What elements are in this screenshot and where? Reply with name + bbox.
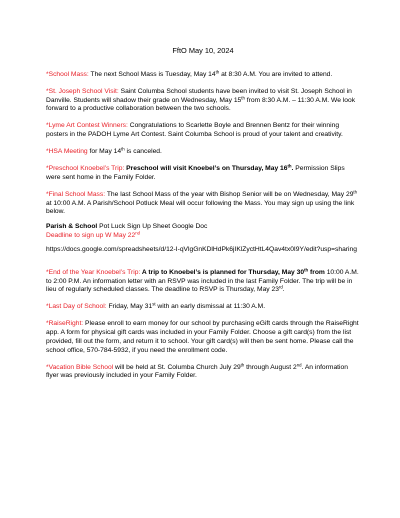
ordinal-suffix: rd xyxy=(278,284,283,290)
potluck-heading xyxy=(46,223,360,232)
last-day-item xyxy=(46,303,360,312)
signup-sheet-link[interactable]: https://docs.google.com/spreadsheets/d/12-I-qVlgGnKDlHdPk6jIKlZyctHtL4Qav4tx0I9Y/edit?usp=sharing xyxy=(46,246,357,254)
raise-right-label: *RaiseRight: xyxy=(46,320,84,328)
preschool-trip-label: *Preschool Knoebel’s Trip: xyxy=(46,165,125,173)
raise-right-text: Please enroll to earn money for our school by purchasing eGift cards through the RaiseRight app. A form for physical gift cards was included in your Family Folder. Choose a gift card(s) from the list provided, fill out the form, and return it to school. Your gift card(s) will then be sent home. Please call the school office, 570-784-5932, if you need the enrollment code. xyxy=(46,320,359,354)
end-trip-text: 10:00 A.M. to 2:00 P.M. An information letter with an RSVP was included in the last Family Folder. The trip will be in lieu of regularly scheduled classes. The deadline to RSVP is Thursday, May 23 xyxy=(46,269,359,294)
st-joseph-label: *St. Joseph School Visit: xyxy=(46,88,119,95)
lyme-art-label: *Lyme Art Contest Winners: xyxy=(46,122,128,130)
preschool-trip-item xyxy=(46,165,360,182)
deadline-text: Deadline to sign up W May 22 xyxy=(46,231,136,239)
lyme-art-text: Congratulations to Scarlette Boyle and Brennen Bentz for their winning posters in the PADOH Lyme Art Contest. Saint Columba School is proud of your talent and creativity. xyxy=(46,122,343,139)
preschool-trip-bold: Preschool will visit Knoebel’s on Thursday, May 16 xyxy=(124,165,288,173)
vbs-text-end: . An information flyer was previously included in your Family Folder. xyxy=(46,363,348,380)
final-mass-label: *Final School Mass: xyxy=(46,190,106,198)
st-joseph-text: Saint Columba School students have been invited to visit St. Joseph School in Danville. Students will shadow their grade on Wednesday, May 15 xyxy=(46,88,352,104)
end-of-year-trip-item xyxy=(46,269,360,295)
ordinal-suffix: nd xyxy=(296,361,302,367)
potluck-bold: Parish & School xyxy=(46,222,98,230)
school-mass-text: The next School Mass is Tuesday, May 14 xyxy=(88,71,216,78)
end-trip-bold-end: from xyxy=(308,269,325,277)
lyme-art-item xyxy=(46,122,360,139)
final-mass-item xyxy=(46,191,360,217)
vbs-item xyxy=(46,361,360,381)
ordinal-suffix: th xyxy=(240,361,245,367)
last-day-text-end: with an early dismissal at 11:30 A.M. xyxy=(155,303,266,311)
vbs-label: *Vacation Bible School xyxy=(46,363,114,371)
hsa-text: for May 14 xyxy=(87,148,122,156)
hsa-label: *HSA Meeting xyxy=(46,148,88,156)
end-trip-bold: A trip to Knoebel’s is planned for Thursday, May 30 xyxy=(140,269,305,277)
hsa-item xyxy=(46,148,360,157)
ordinal-suffix: nd xyxy=(135,230,140,236)
hsa-text-end: is canceled. xyxy=(124,148,162,156)
ordinal-suffix: th xyxy=(304,267,309,273)
end-trip-label: *End of the Year Knoebel’s Trip: xyxy=(46,269,141,277)
vbs-text-mid: through August 2 xyxy=(244,363,297,371)
ordinal-suffix: st xyxy=(152,301,156,307)
preschool-trip-text: Permission Slips were sent home in the Family Folder. xyxy=(46,165,345,181)
raise-right-item xyxy=(46,320,360,355)
last-day-label: *Last Day of School: xyxy=(46,303,107,311)
ordinal-suffix: th xyxy=(241,95,245,101)
st-joseph-visit-item xyxy=(46,88,360,114)
page-title: FftO May 10, 2024 xyxy=(172,46,234,55)
ordinal-suffix: th xyxy=(215,69,220,75)
final-mass-text-end: at 10:00 A.M. A Parish/School Potluck Meal will occur following the Mass. You may sign up using the link below. xyxy=(46,199,355,216)
last-day-text: Friday, May 31 xyxy=(106,303,153,311)
school-mass-label: *School Mass: xyxy=(46,71,89,78)
school-mass-text-end: at 8:30 A.M. You are invited to attend. xyxy=(219,71,333,78)
ordinal-suffix: th xyxy=(121,146,125,152)
school-mass-item xyxy=(46,71,360,80)
end-trip-text-end: . xyxy=(282,286,285,294)
ordinal-suffix: th xyxy=(287,163,292,169)
preschool-trip-bold-end: . xyxy=(291,165,294,173)
ordinal-suffix: th xyxy=(353,189,358,195)
potluck-text: Pot Luck Sign Up Sheet Google Doc xyxy=(97,222,208,230)
vbs-text: will be held at St. Columba Church July 29 xyxy=(113,363,241,371)
st-joseph-text-end: from 8:30 A.M. – 11:30 A.M. We look forward to a productive collaboration between the two schools. xyxy=(46,96,356,113)
potluck-deadline xyxy=(46,232,360,241)
final-mass-text: The last School Mass of the year with Bishop Senior will be on Wednesday, May 29 xyxy=(105,190,354,198)
